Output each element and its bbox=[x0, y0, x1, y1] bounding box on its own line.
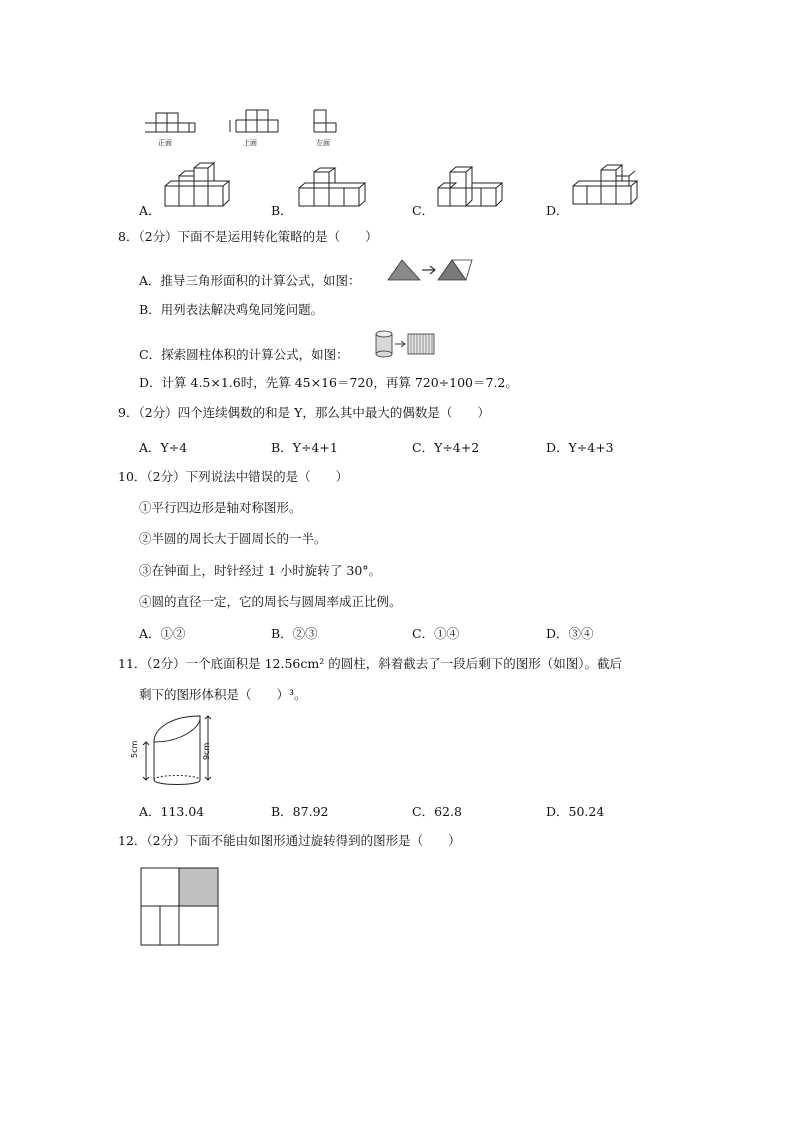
label-5cm: 5cm bbox=[130, 740, 139, 758]
q8-option-d[interactable]: D．计算 4.5×1.6时，先算 45×16＝720，再算 720÷100＝7.2。 bbox=[139, 375, 518, 390]
top-view-label: 上面 bbox=[243, 139, 257, 147]
cube-stack-a-icon bbox=[163, 158, 237, 208]
q10-option-b[interactable]: B．②③ bbox=[271, 626, 318, 641]
q11-option-c[interactable]: C．62.8 bbox=[412, 804, 462, 819]
label-9cm: 9cm bbox=[202, 742, 211, 760]
front-view-figure bbox=[143, 106, 203, 136]
cylinder-transform-figure bbox=[374, 330, 442, 358]
cube-stack-b-icon bbox=[297, 166, 373, 208]
q7-option-c-label[interactable]: C． bbox=[412, 203, 435, 218]
q11-option-a[interactable]: A．113.04 bbox=[139, 804, 205, 819]
q10-option-a[interactable]: A．①② bbox=[139, 626, 186, 641]
q9-option-b[interactable]: B．Y÷4+1 bbox=[271, 440, 338, 455]
q8-option-a[interactable]: A．推导三角形面积的计算公式，如图： bbox=[139, 273, 361, 288]
q8-stem: 8．（2分）下面不是运用转化策略的是（ ） bbox=[118, 229, 378, 244]
top-view-figure bbox=[228, 106, 288, 136]
cube-stack-c-icon bbox=[436, 164, 512, 210]
triangle-transform-figure bbox=[382, 258, 474, 284]
q10-statement-4: ④圆的直径一定，它的周长与圆周率成正比例。 bbox=[139, 594, 402, 609]
q9-option-d[interactable]: D．Y÷4+3 bbox=[546, 440, 614, 455]
q7-option-a-label[interactable]: A． bbox=[139, 203, 161, 218]
left-view-figure bbox=[312, 106, 344, 136]
q10-option-d[interactable]: D．③④ bbox=[546, 626, 594, 641]
left-view-label: 左面 bbox=[316, 139, 330, 147]
q10-statement-1: ①平行四边形是轴对称图形。 bbox=[139, 500, 302, 515]
q7-option-d-label[interactable]: D． bbox=[546, 203, 569, 218]
q12-stem: 12．（2分）下面不能由如图形通过旋转得到的图形是（ ） bbox=[118, 833, 461, 848]
q10-statement-2: ②半圆的周长大于圆周长的一半。 bbox=[139, 531, 327, 546]
q11-option-b[interactable]: B．87.92 bbox=[271, 804, 329, 819]
cube-stack-d-icon bbox=[571, 162, 645, 208]
q10-option-c[interactable]: C．①④ bbox=[412, 626, 460, 641]
q9-option-a[interactable]: A．Y÷4 bbox=[139, 440, 188, 455]
q9-stem: 9．（2分）四个连续偶数的和是 Y，那么其中最大的偶数是（ ） bbox=[118, 405, 490, 420]
q7-option-b-label[interactable]: B． bbox=[271, 203, 293, 218]
q9-option-c[interactable]: C．Y÷4+2 bbox=[412, 440, 480, 455]
q10-statement-3: ③在钟面上，时针经过 1 小时旋转了 30°。 bbox=[139, 563, 382, 578]
q11-option-d[interactable]: D．50.24 bbox=[546, 804, 605, 819]
front-view-label: 正面 bbox=[158, 139, 172, 147]
q8-option-c[interactable]: C．探索圆柱体积的计算公式，如图： bbox=[139, 347, 349, 362]
q10-stem: 10．（2分）下列说法中错误的是（ ） bbox=[118, 469, 349, 484]
q11-stem-line1: 11．（2分）一个底面积是 12.56cm² 的圆柱，斜着截去了一段后剩下的图形（如图）。截后 bbox=[118, 656, 622, 671]
rotation-grid-figure bbox=[140, 867, 220, 947]
q8-option-b[interactable]: B．用列表法解决鸡兔同笼问题。 bbox=[139, 302, 324, 317]
q11-stem-line2: 剩下的图形体积是（ ）³。 bbox=[139, 687, 307, 702]
